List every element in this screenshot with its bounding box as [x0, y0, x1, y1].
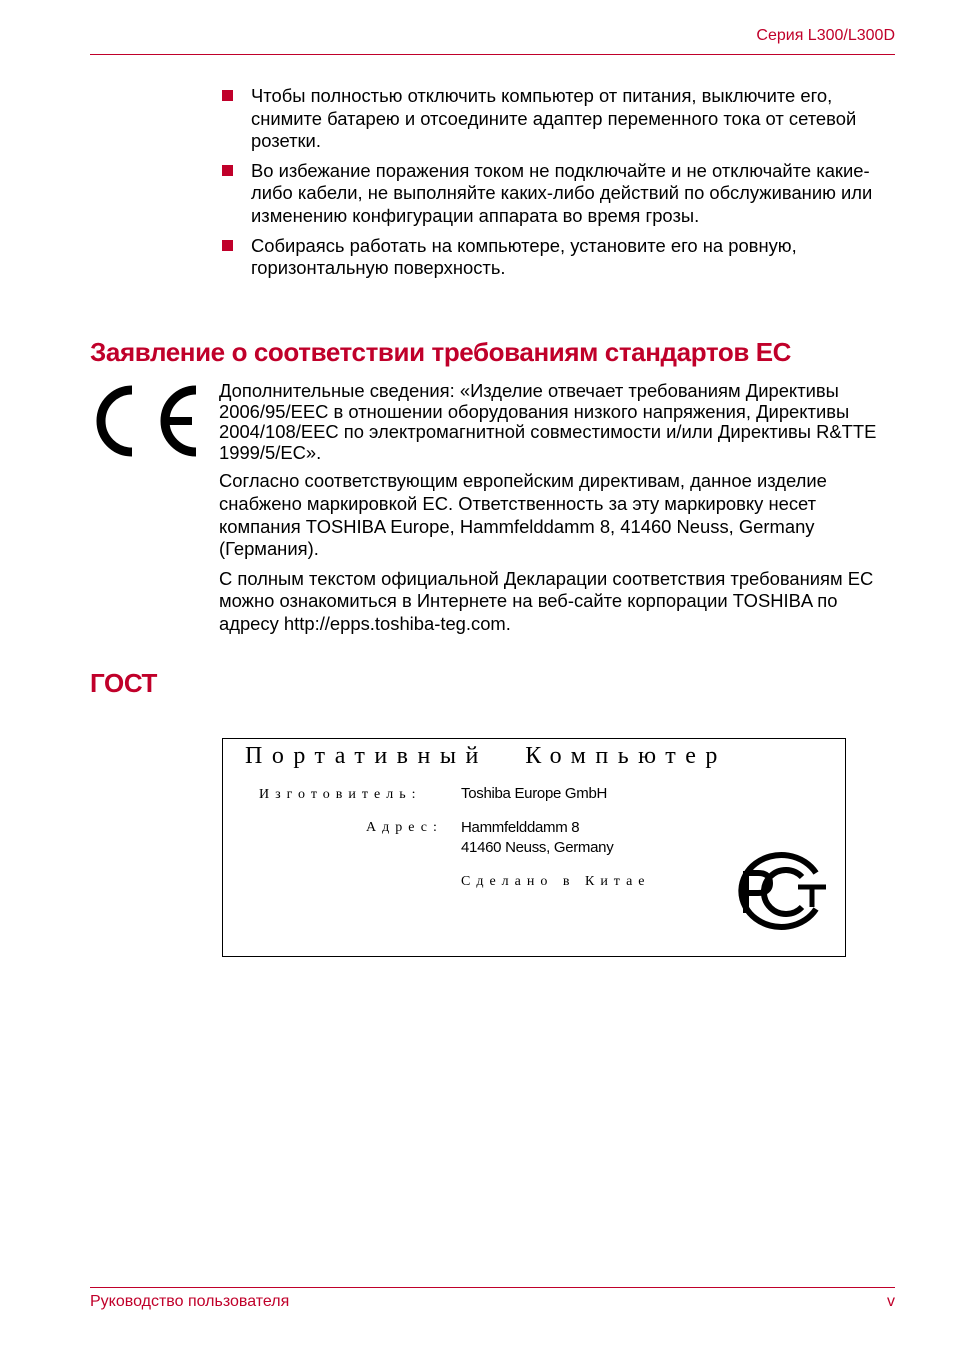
address-label: Адрес:	[366, 820, 443, 835]
ce-mark-icon	[88, 380, 200, 462]
footer-title: Руководство пользователя	[90, 1293, 290, 1310]
manufacturer-label: Изготовитель:	[259, 787, 422, 802]
ce-paragraph: С полным текстом официальной Декларации соответствия требованиям ЕС можно ознакомиться в Интернете на веб-сайте корпорации TOSHIBA по адресу http://epps.toshiba-teg.com.	[219, 567, 874, 634]
bullet-text: Чтобы полностью отключить компьютер от питания, выключите его, снимите батарею и отсоедините адаптер переменного тока от сетевой розетки.	[251, 85, 857, 152]
ce-paragraph: Дополнительные сведения: «Изделие отвечает требованиям Директивы 2006/95/EEC в отношении оборудования низкого напряжения, Директивы 2004/108/EEC по электромагнитной совместимости и/или Директивы R&TTE 1999/5/EC».	[219, 380, 877, 463]
gost-product-label	[222, 738, 846, 957]
bullet-square-icon	[222, 165, 233, 176]
running-header: Серия L300/L300D	[756, 27, 895, 44]
address-line-1: Hammfelddamm 8	[461, 819, 580, 836]
bullet-item	[220, 235, 895, 280]
rst-certification-logo-icon	[720, 851, 830, 931]
bullet-square-icon	[222, 240, 233, 251]
ce-declaration-text	[219, 381, 899, 643]
page-number: v	[887, 1293, 895, 1310]
manufacturer-value: Toshiba Europe GmbH	[461, 785, 608, 802]
bullet-text: Во избежание поражения током не подключайте и не отключайте какие-либо кабели, не выполняйте каких-либо действий по обслуживанию или изменению конфигурации аппарата во время грозы.	[251, 159, 873, 226]
footer-rule	[90, 1287, 895, 1288]
label-title: Портативный Компьютер	[245, 743, 727, 769]
made-in-text: Сделано в Китае	[461, 874, 651, 889]
header-rule	[90, 54, 895, 55]
bullet-square-icon	[222, 90, 233, 101]
bullet-item	[220, 85, 895, 153]
address-line-2: 41460 Neuss, Germany	[461, 839, 614, 856]
gost-section-heading: ГОСТ	[90, 668, 158, 698]
ce-section-heading: Заявление о соответствии требованиям стандартов ЕС	[90, 337, 792, 367]
bullet-text: Собираясь работать на компьютере, установите его на ровную, горизонтальную поверхность.	[251, 234, 797, 279]
safety-bullet-list	[220, 85, 895, 287]
ce-paragraph: Согласно соответствующим европейским директивам, данное изделие снабжено маркировкой ЕС. Ответственность за эту маркировку несет компания TOSHIBA Europe, Hammfelddamm 8, 41460 Neuss, Germany (Германия).	[219, 470, 827, 560]
bullet-item	[220, 160, 895, 228]
